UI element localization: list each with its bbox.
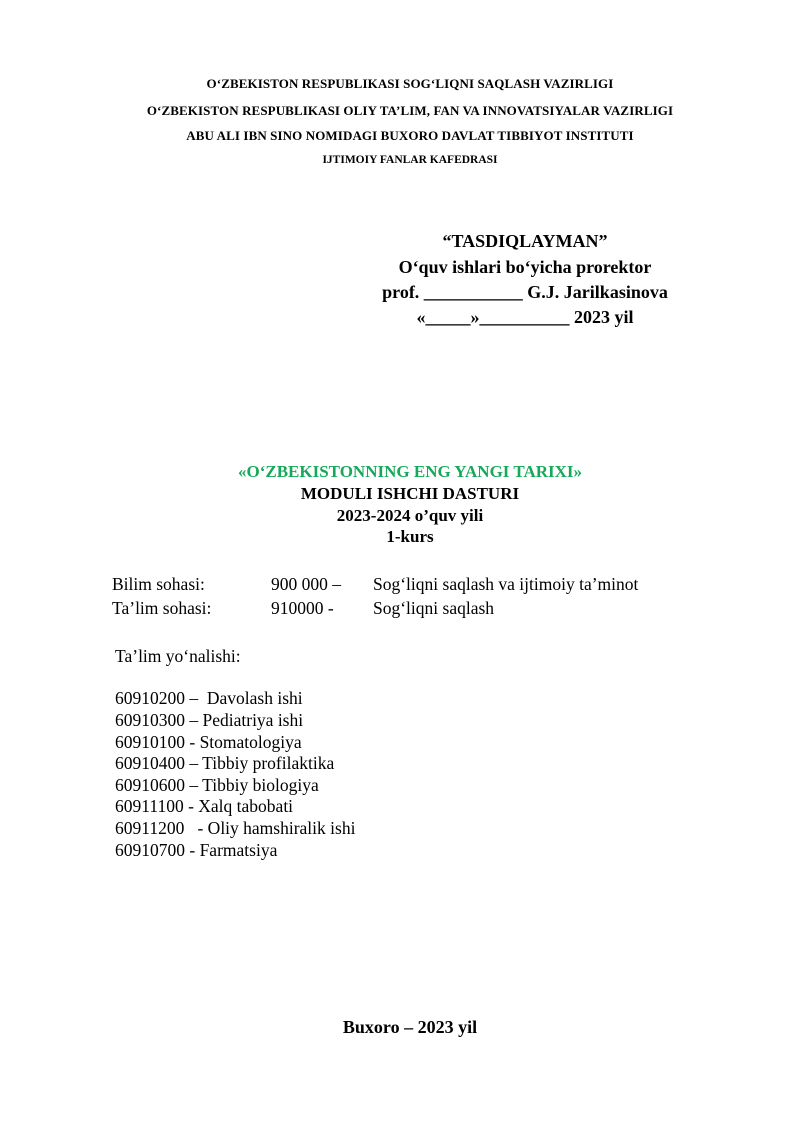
header-ministry-health: O‘ZBEKISTON RESPUBLIKASI SOG‘LIQNI SAQLASH VAZIRLIGI <box>206 76 614 91</box>
list-item: 60910600 – Tibbiy biologiya <box>115 775 319 795</box>
field-label: Bilim sohasi: <box>112 574 205 594</box>
list-item: 60911100 - Xalq tabobati <box>115 796 294 816</box>
field-code: 910000 - <box>271 598 334 618</box>
approval-date: «_____»__________ 2023 yil <box>416 307 634 327</box>
approval-position: O‘quv ishlari bo‘yicha prorektor <box>398 257 652 277</box>
header-department: IJTIMOIY FANLAR KAFEDRASI <box>322 154 498 166</box>
list-item: 60910700 - Farmatsiya <box>115 840 278 860</box>
course-label: 1-kurs <box>386 527 434 546</box>
list-item: 60910400 – Tibbiy profilaktika <box>115 753 335 773</box>
footer-place-year: Buxoro – 2023 yil <box>342 1017 478 1037</box>
approval-signature: prof. ___________ G.J. Jarilkasinova <box>382 282 668 302</box>
module-title: «O‘ZBEKISTONNING ENG YANGI TARIXI» <box>237 462 583 481</box>
directions-label: Ta’lim yo‘nalishi: <box>115 646 241 666</box>
approval-heading: “TASDIQLAYMAN” <box>442 231 608 251</box>
academic-year: 2023-2024 o’quv yili <box>336 506 484 525</box>
field-code: 900 000 – <box>271 574 341 594</box>
field-value: Sog‘liqni saqlash <box>373 598 495 618</box>
list-item: 60911200 - Oliy hamshiralik ishi <box>115 818 356 838</box>
field-label: Ta’lim sohasi: <box>112 598 212 618</box>
list-item: 60910200 – Davolash ishi <box>115 688 303 708</box>
program-title: MODULI ISHCHI DASTURI <box>300 484 520 503</box>
field-value: Sog‘liqni saqlash va ijtimoiy ta’minot <box>373 574 639 594</box>
header-ministry-education: O‘ZBEKISTON RESPUBLIKASI OLIY TA’LIM, FAN VA INNOVATSIYALAR VAZIRLIGI <box>146 103 674 118</box>
list-item: 60910100 - Stomatologiya <box>115 732 302 752</box>
list-item: 60910300 – Pediatriya ishi <box>115 710 304 730</box>
header-institute: ABU ALI IBN SINO NOMIDAGI BUXORO DAVLAT TIBBIYOT INSTITUTI <box>186 128 634 143</box>
